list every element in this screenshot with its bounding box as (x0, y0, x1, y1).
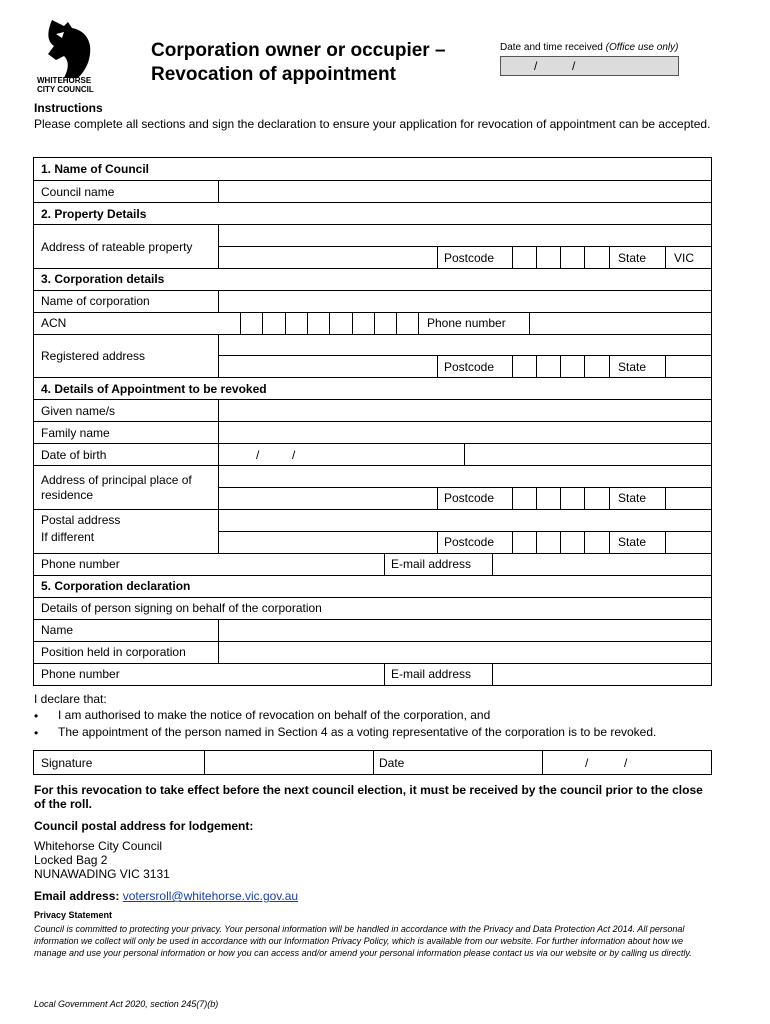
date-separator: / (534, 59, 538, 73)
section-2-heading: 2. Property Details (41, 207, 147, 221)
instructions-text: Please complete all sections and sign the declaration to ensure your application for revocation of appointment can be accepted. (34, 117, 711, 131)
declaration-bullet-2: The appointment of the person named in Section 4 as a voting representative of the corporation is to be revoked. (58, 725, 657, 739)
state-label: State (618, 535, 647, 549)
postcode-label: Postcode (444, 535, 495, 549)
date-separator: / (572, 59, 576, 73)
acn-label: ACN (41, 316, 67, 330)
registered-address-label: Registered address (41, 349, 146, 363)
footer-act: Local Government Act 2020, section 245(7)(b) (34, 999, 219, 1009)
rateable-address-input[interactable] (219, 225, 711, 245)
postal-if-different-label: If different (41, 530, 95, 544)
position-label: Position held in corporation (41, 645, 186, 659)
state-label: State (618, 251, 647, 265)
date-separator: / (585, 756, 589, 770)
phone-number-label: Phone number (427, 316, 506, 330)
name-label: Name (41, 623, 74, 637)
corporation-name-input[interactable] (219, 291, 711, 311)
postcode-label: Postcode (444, 360, 495, 374)
instructions-heading: Instructions (34, 101, 103, 115)
email-line: Email address: votersroll@whitehorse.vic.gov.au (34, 889, 299, 903)
state-label: State (618, 491, 647, 505)
signing-person-label: Details of person signing on behalf of the corporation (41, 601, 322, 615)
date-separator: / (292, 448, 296, 462)
section-3-heading: 3. Corporation details (41, 272, 165, 286)
email-link[interactable]: votersroll@whitehorse.vic.gov.au (122, 889, 299, 903)
date-separator: / (256, 448, 260, 462)
date-label: Date (379, 756, 405, 770)
date-separator: / (624, 756, 628, 770)
lodgement-note: For this revocation to take effect before the next council election, it must be received by the council prior to the close of the roll. (34, 783, 703, 811)
office-use-label: Date and time received (Office use only) (500, 42, 679, 53)
residence-label-2: residence (41, 488, 94, 502)
section-5-heading: 5. Corporation declaration (41, 579, 191, 593)
page-title: Corporation owner or occupier – Revocation of appointment (151, 40, 446, 85)
family-name-label: Family name (41, 426, 110, 440)
corporation-name-label: Name of corporation (41, 294, 150, 308)
dob-label: Date of birth (41, 448, 107, 462)
email-address-label: E-mail address (391, 557, 472, 571)
email-address-label: E-mail address (391, 667, 472, 681)
state-value: VIC (674, 251, 695, 265)
privacy-text: Council is committed to protecting your privacy. Your personal information will be handled in accordance with the Privacy and Data Protection Act 2014. All personal information we collect will only be used in accordance with our Information Privacy Policy, which is available from our website. For further information about how we manage and use your personal information or how you can access and/or amend your personal information please contact us via our website or by calling us directly. (34, 924, 692, 958)
council-name-input[interactable] (219, 181, 711, 201)
logo-text: WHITEHORSE CITY COUNCIL (37, 76, 94, 94)
application-form (33, 157, 712, 686)
signature-label: Signature (41, 756, 93, 770)
phone-number-label: Phone number (41, 557, 120, 571)
state-label: State (618, 360, 647, 374)
office-date-field[interactable] (500, 56, 679, 76)
council-name-label: Council name (41, 185, 115, 199)
section-4-heading: 4. Details of Appointment to be revoked (41, 382, 267, 396)
residence-label-1: Address of principal place of (41, 473, 192, 487)
privacy-heading: Privacy Statement (34, 910, 113, 920)
postal-address-label: Postal address (41, 513, 121, 527)
council-postal-address: Whitehorse City Council Locked Bag 2 NUNAWADING VIC 3131 (34, 839, 170, 881)
signature-row (33, 750, 712, 775)
phone-number-label: Phone number (41, 667, 120, 681)
declaration-bullet-1: I am authorised to make the notice of revocation on behalf of the corporation, and (58, 708, 491, 722)
postcode-label: Postcode (444, 491, 495, 505)
given-names-label: Given name/s (41, 404, 116, 418)
postcode-label: Postcode (444, 251, 495, 265)
rateable-address-label: Address of rateable property (41, 240, 193, 254)
section-1-heading: 1. Name of Council (41, 162, 150, 176)
declaration-intro: I declare that: (34, 692, 107, 706)
postal-address-heading: Council postal address for lodgement: (34, 819, 254, 833)
signature-input[interactable] (205, 751, 372, 774)
